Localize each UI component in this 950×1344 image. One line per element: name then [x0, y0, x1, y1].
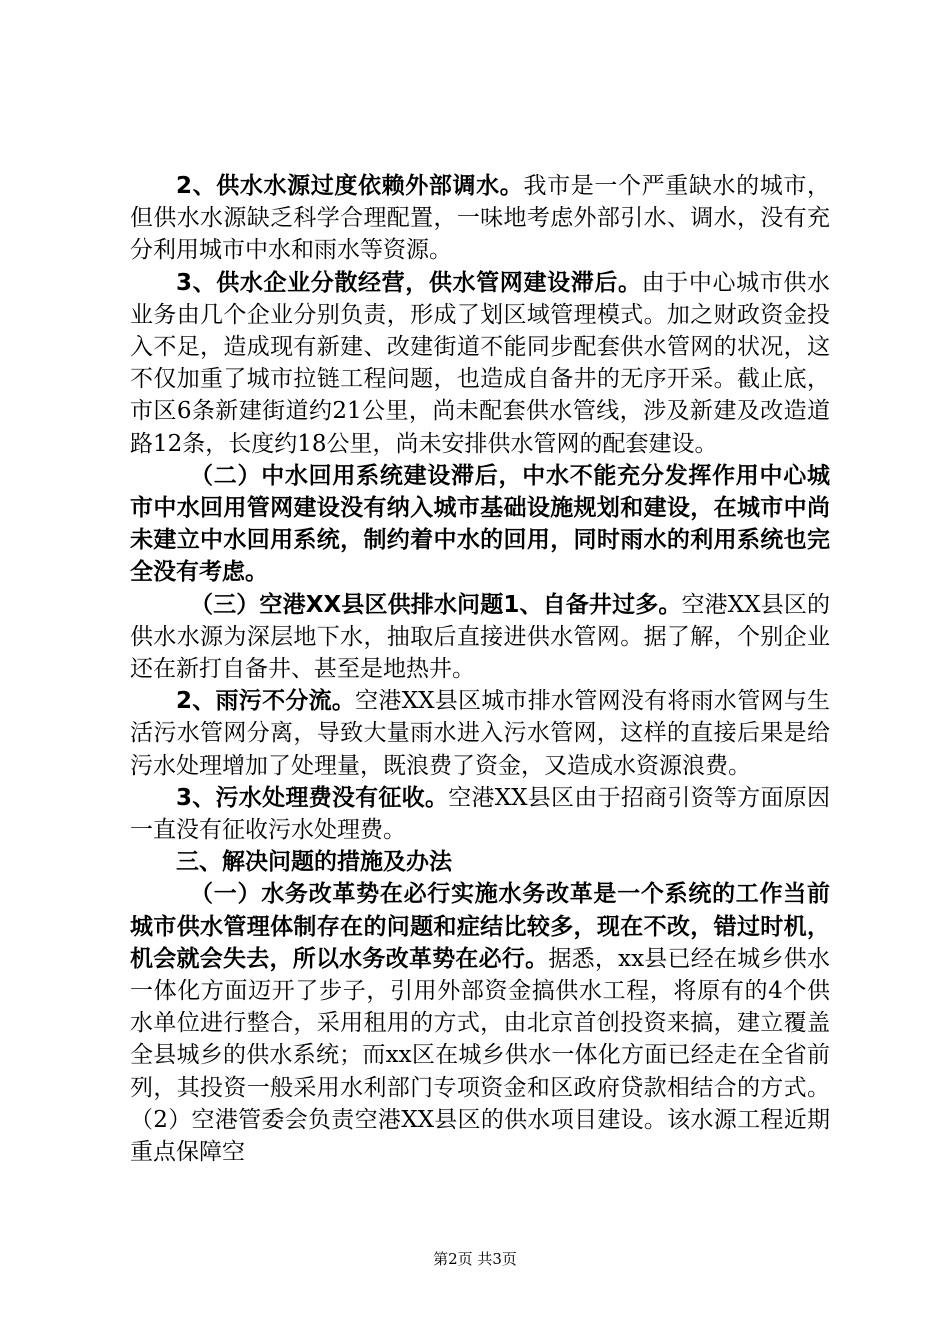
paragraph-3 — [130, 460, 830, 589]
paragraph-7 — [130, 846, 830, 878]
document-body — [130, 170, 830, 1168]
paragraph-3-heading: （二）中水回用系统建设滞后，中水不能充分发挥作用中心城市中水回用管网建设没有纳入城市基础设施规划和建设，在城市中尚未建立中水回用系统，制约着中水的回用，同时雨水的利用系统也完全没有考虑。 — [130, 462, 830, 586]
paragraph-8-text: 据悉，xx县已经在城乡供水一体化方面迈开了步子，引用外部资金搞供水工程，将原有的4个供水单位进行整合，采用租用的方式，由北京首创投资来搞，建立覆盖全县城乡的供水系统；而xx区在城乡供水一体化方面已经走在全省前列，其投资一般采用水利部门专项资金和区政府贷款相结合的方式。（2）空港管委会负责空港XX县区的供水项目建设。该水源工程近期重点保障空 — [130, 945, 830, 1166]
paragraph-4-heading: （三）空港XX县区供排水问题1、自备井过多。 — [190, 591, 682, 618]
paragraph-8 — [130, 878, 830, 1168]
paragraph-5-heading: 2、雨污不分流。 — [176, 688, 356, 715]
page-number: 第2页 共3页 — [433, 1250, 517, 1268]
paragraph-6-heading: 3、污水处理费没有征收。 — [176, 784, 449, 811]
paragraph-8-heading: （一）水务改革势在必行实施水务改革是一个系统的工作当前城市供水管理体制存在的问题和症结比较多，现在不改，错过时机，机会就会失去，所以水务改革势在必行。 — [130, 881, 830, 972]
paragraph-1-heading: 2、供水水源过度依赖外部调水。 — [176, 173, 524, 199]
paragraph-5-text: 空港XX县区城市排水管网没有将雨水管网与生活污水管网分离，导致大量雨水进入污水管网，这样的直接后果是给污水处理增加了处理量，既浪费了资金，又造成水资源浪费。 — [130, 688, 830, 779]
paragraph-4 — [130, 589, 830, 686]
paragraph-1 — [130, 170, 830, 267]
page-footer — [0, 1248, 950, 1269]
paragraph-6 — [130, 782, 830, 846]
paragraph-6-text: 空港XX县区由于招商引资等方面原因一直没有征收污水处理费。 — [130, 784, 830, 844]
paragraph-4-text: 空港XX县区的供水水源为深层地下水，抽取后直接进供水管网。据了解，个别企业还在新打自备井、甚至是地热井。 — [130, 591, 830, 683]
paragraph-5 — [130, 685, 830, 782]
paragraph-2 — [130, 267, 830, 460]
paragraph-2-text: 由于中心城市供水业务由几个企业分别负责，形成了划区域管理模式。加之财政资金投入不足，造成现有新建、改建街道不能同步配套供水管网的状况，这不仅加重了城市拉链工程问题，也造成自备井的无序开采。截止底，市区6条新建街道约21公里，尚未配套供水管线，涉及新建及改造道路12条，长度约18公里，尚未安排供水管网的配套建设。 — [130, 269, 830, 457]
paragraph-1-text: 我市是一个严重缺水的城市，但供水水源缺乏科学合理配置，一味地考虑外部引水、调水，没有充分利用城市中水和雨水等资源。 — [130, 173, 831, 264]
paragraph-2-heading: 3、供水企业分散经营，供水管网建设滞后。 — [176, 269, 642, 296]
section-heading: 三、解决问题的措施及办法 — [176, 849, 452, 876]
